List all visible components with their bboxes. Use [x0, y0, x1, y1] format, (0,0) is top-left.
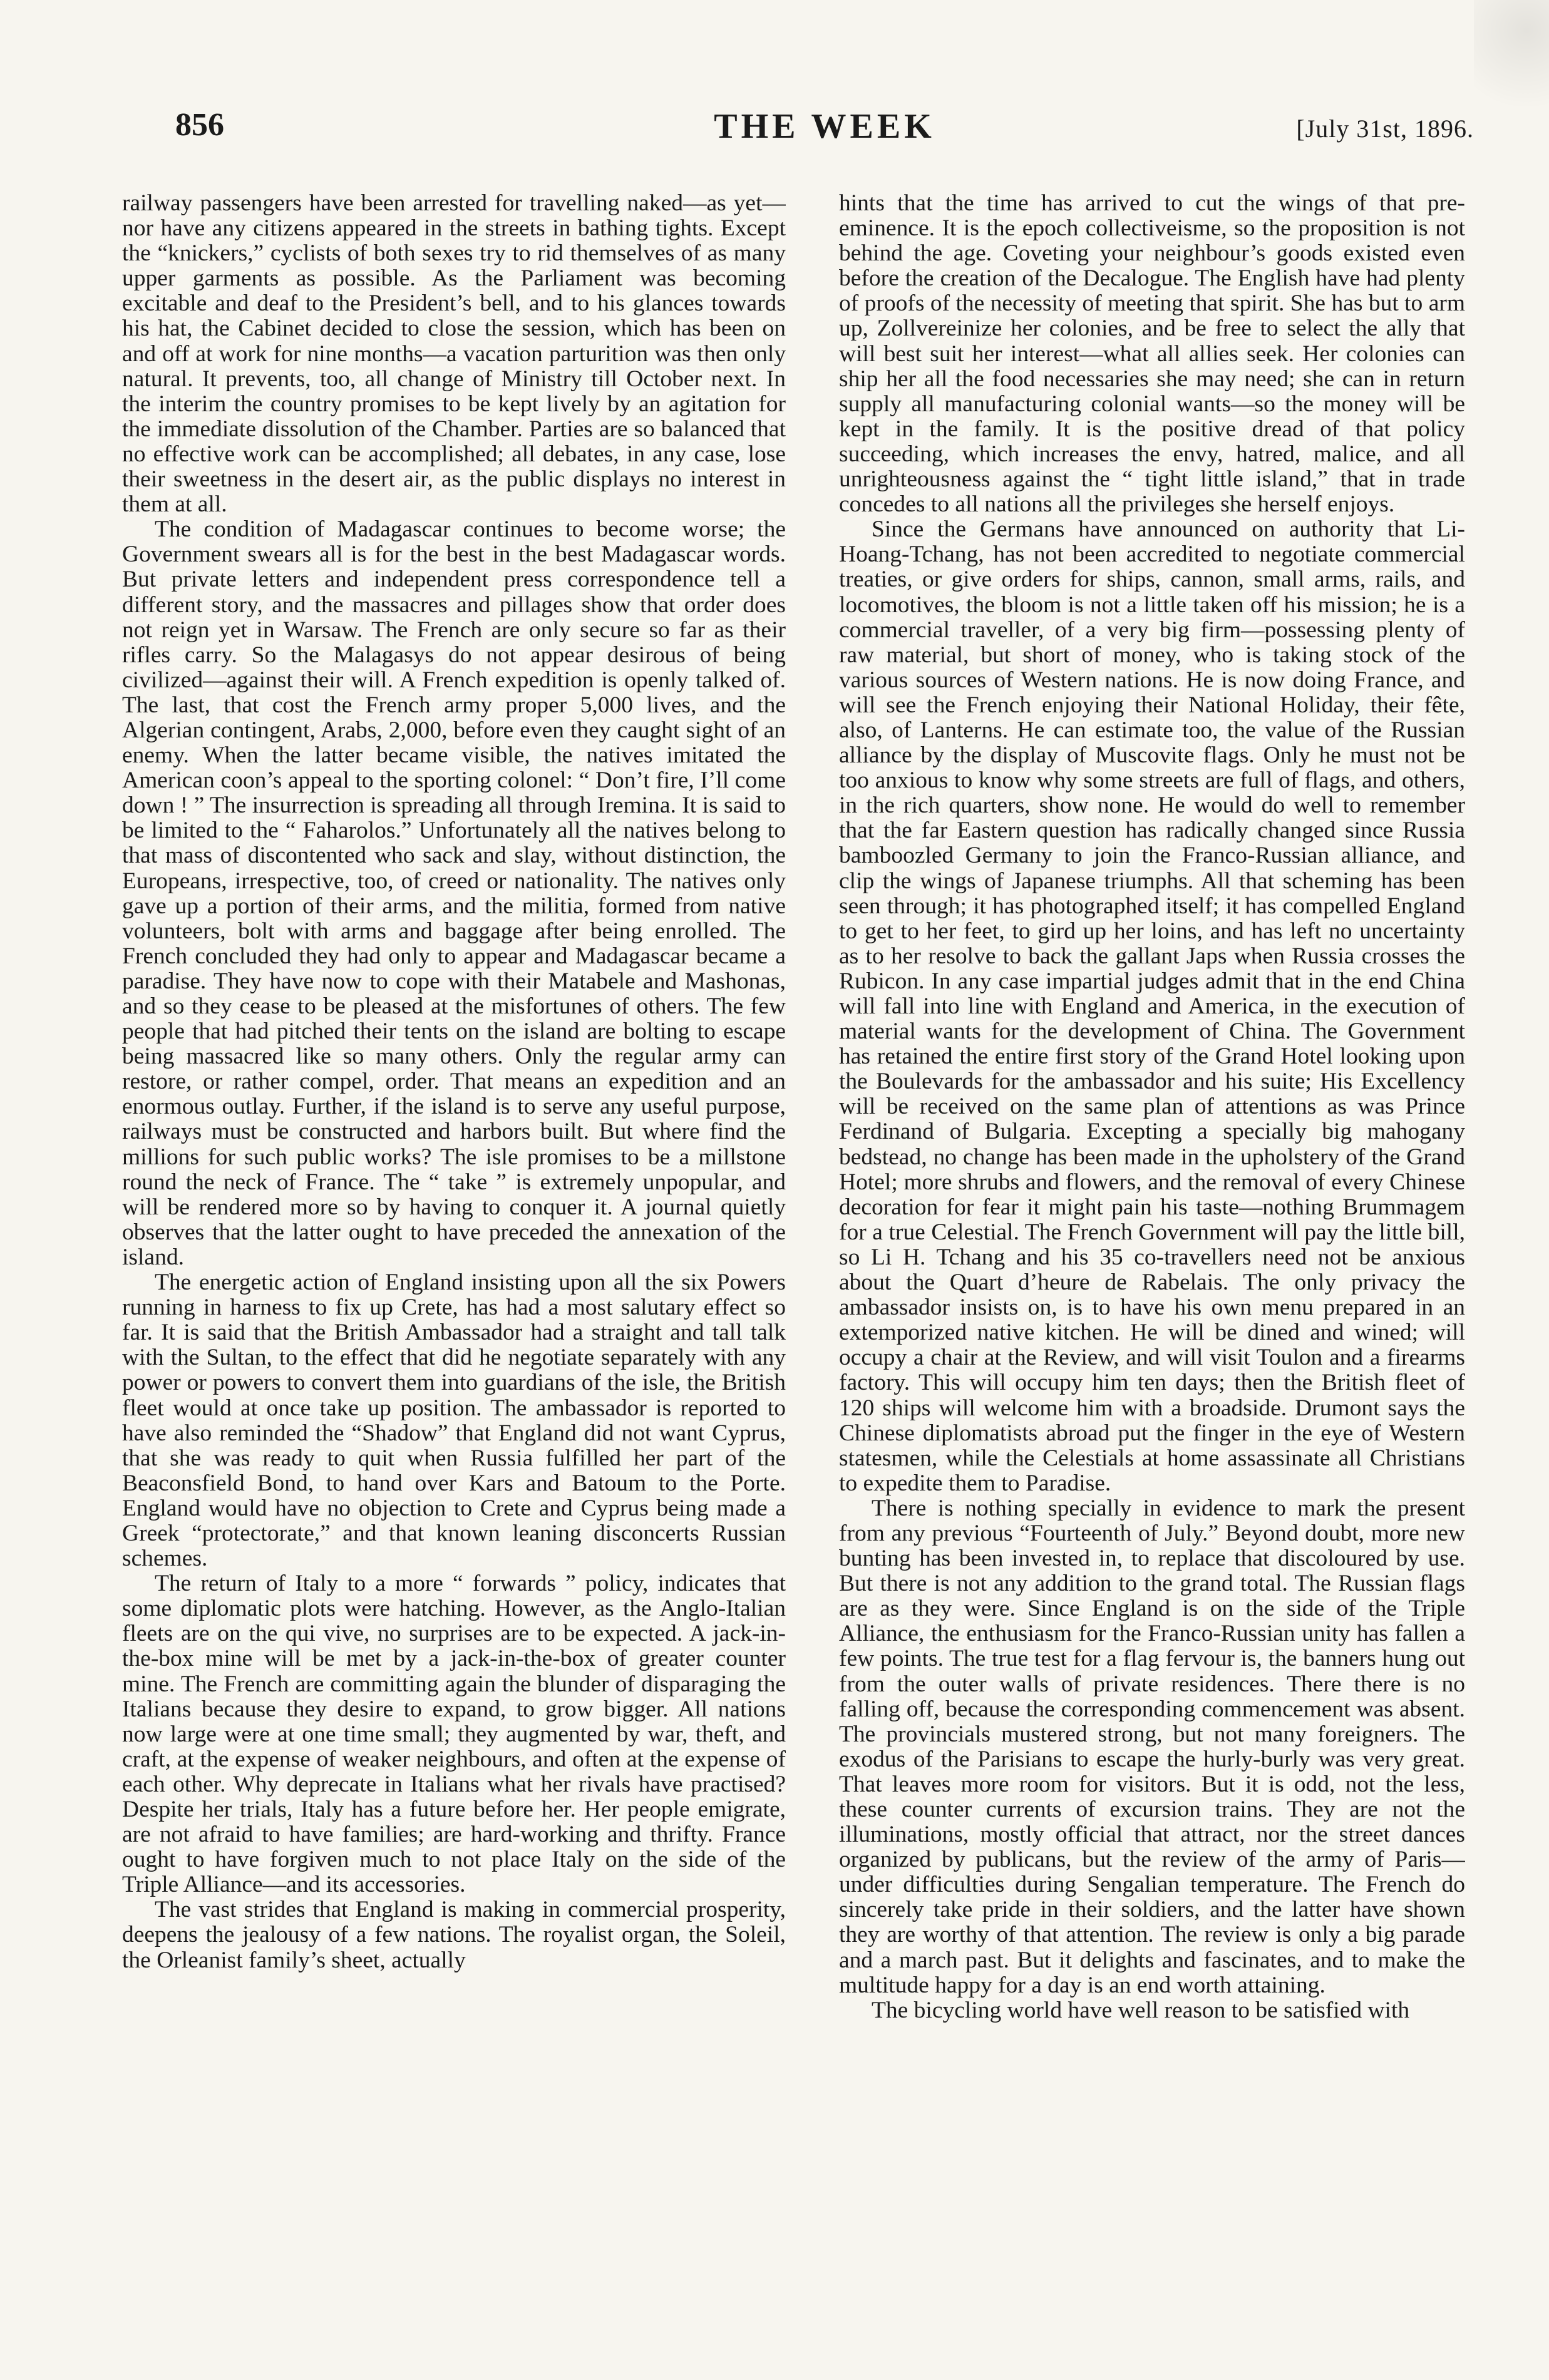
paragraph: The bicycling world have well reason to be satisfied with: [872, 1997, 1410, 2023]
paragraph: Since the Germans have announced on authority that Li-Hoang-Tchang, has not been accredited to negotiate commercial treaties, or give orders for ships, cannon, small arms, rails, and locomotives, the bloom is not a little taken off his mission; he is a commercial traveller, of a very big firm—possessing plenty of raw material, but short of money, who is taking stock of the various sources of Western nations. He is now doing France, and will see the French enjoying their National Holiday, their fête, also, of Lanterns. He can estimate too, the value of the Russian alliance by the display of Muscovite flags. Only he must not be too anxious to know why some streets are full of flags, and others, in the rich quarters, show none. He would do well to remember that the far Eastern question has radically changed since Russia bamboozled Germany to join the Franco-Russian alliance, and clip the wings of Japanese triumphs. All that scheming has been seen through; it has photographed itself; it has compelled England to get to her feet, to gird up her loins, and has left no uncertainty as to her resolve to back the gallant Japs when Russia crosses the Rubicon. In any case impartial judges admit that in the end China will fall into line with England and America, in the execution of material wants for the development of China. The Government has retained the entire first story of the Grand Hotel looking upon the Boulevards for the ambassador and his suite; His Excellency will be received on the same plan of attentions as was Prince Ferdinand of Bulgaria. Excepting a specially big mahogany bedstead, no change has been made in the upholstery of the Grand Hotel; more shrubs and flowers, and the removal of every Chinese decoration for fear it might pain his taste—nothing Brummagem for a true Celestial. The French Government will pay the little bill, so Li H. Tchang and his 35 co-travellers need not be anxious about the Quart d’heure de Rabelais. The only privacy the ambassador insists on, is to have his own menu prepared in an extemporized native kitchen. He will be dined and wined; will occupy a chair at the Review, and will visit Toulon and a firearms factory. This will occupy him ten days; then the British fleet of 120 ships will welcome him with a broadside. Drumont says the Chinese diplomatists abroad put the finger in the eye of Western statesmen, while the Celestials at home assassinate all Christians to expedite them to Paradise.: [839, 516, 1465, 1496]
paragraph: The vast strides that England is making in commercial prosperity, deepens the jealousy of a few nations. The royalist organ, the Soleil, the Orleanist family’s sheet, actually: [122, 1897, 786, 1973]
issue-date: [July 31st, 1896.: [1296, 115, 1474, 143]
paragraph: railway passengers have been arrested for travelling naked—as yet—nor have any citizens appeared in the streets in bathing tights. Except the “knickers,” cyclists of both sexes try to rid themselves of as many upper garments as possible. As the Parliament was becoming excitable and deaf to the President’s bell, and to his glances towards his hat, the Cabinet decided to close the session, which has been on and off at work for nine months—a vacation parturition was then only natural. It prevents, too, all change of Ministry till October next. In the interim the country promises to be kept lively by an agitation for the immediate dissolution of the Chamber. Parties are so balanced that no effective work can be accomplished; all debates, in any case, lose their sweetness in the desert air, as the public displays no interest in them at all.: [122, 191, 786, 518]
journal-title: THE WEEK: [714, 107, 935, 146]
left-column: [122, 191, 786, 2294]
paragraph: The return of Italy to a more “ forwards ” policy, indicates that some diplomatic plots were hatching. However, as the Anglo-Italian fleets are on the qui vive, no surprises are to be expected. A jack-in-the-box mine will be met by a jack-in-the-box of greater counter mine. The French are committing again the blunder of disparaging the Italians because they desire to expand, to grow bigger. All nations now large were at one time small; they augmented by war, theft, and craft, at the expense of weaker neighbours, and often at the expense of each other. Why deprecate in Italians what her rivals have practised? Despite her trials, Italy has a future before her. Her people emigrate, are not afraid to have families; are hard-working and thrifty. France ought to have forgiven much to not place Italy on the side of the Triple Alliance—and its accessories.: [122, 1571, 786, 1898]
paragraph: The energetic action of England insisting upon all the six Powers running in harness to fix up Crete, has had a most salutary effect so far. It is said that the British Ambassador had a straight and tall talk with the Sultan, to the effect that did he negotiate separately with any power or powers to convert them into guardians of the isle, the British fleet would at once take up position. The ambassador is reported to have also reminded the “Shadow” that England did not want Cyprus, that she was ready to quit when Russia fulfilled her part of the Beaconsfield Bond, to hand over Kars and Batoum to the Porte. England would have no objection to Crete and Cyprus being made a Greek “protectorate,” and that known leaning disconcerts Russian schemes.: [122, 1270, 786, 1572]
scan-artifact: [1474, 0, 1549, 150]
paragraph: hints that the time has arrived to cut the wings of that pre-eminence. It is the epoch collectiveisme, so the proposition is not behind the age. Coveting your neighbour’s goods existed even before the creation of the Decalogue. The English have had plenty of proofs of the necessity of meeting that spirit. She has but to arm up, Zollvereinize her colonies, and be free to select the ally that will best suit her interest—what all allies seek. Her colonies can ship her all the food necessaries she may need; she can in return supply all manufacturing colonial wants—so the money will be kept in the family. It is the positive dread of that policy succeeding, which increases the envy, hatred, malice, and all unrighteousness against the “ tight little island,” that in trade concedes to all nations all the privileges she herself enjoys.: [839, 191, 1465, 518]
page-header: [175, 106, 1474, 163]
page-number: 856: [175, 107, 224, 143]
paragraph: The condition of Madagascar continues to become worse; the Government swears all is for the best in the best Madagascar words. But private letters and independent press correspondence tell a different story, and the massacres and pillages show that order does not reign yet in Warsaw. The French are only secure so far as their rifles carry. So the Malagasys do not appear desirous of being civilized—against their will. A French expedition is openly talked of. The last, that cost the French army proper 5,000 lives, and the Algerian contingent, Arabs, 2,000, before even they caught sight of an enemy. When the latter became visible, the natives imitated the American coon’s appeal to the sporting colonel: “ Don’t fire, I’ll come down ! ” The insurrection is spreading all through Iremina. It is said to be limited to the “ Faharolos.” Unfortunately all the natives belong to that mass of discontented who sack and slay, without distinction, the Europeans, irrespective, too, of creed or nationality. The natives only gave up a portion of their arms, and the militia, formed from native volunteers, bolt with arms and baggage after being enrolled. The French concluded they had only to appear and Madagascar became a paradise. They have now to cope with their Matabele and Mashonas, and so they cease to be pleased at the misfortunes of others. The few people that had pitched their tents on the island are bolting to escape being massacred like so many others. Only the regular army can restore, or rather compel, order. That means an expedition and an enormous outlay. Further, if the island is to serve any useful purpose, railways must be constructed and harbors built. But where find the millions for such public works? The isle promises to be a millstone round the neck of France. The “ take ” is extremely unpopular, and will be rendered more so by having to conquer it. A journal quietly observes that the latter ought to have preceded the annexation of the island.: [122, 516, 786, 1270]
paragraph: There is nothing specially in evidence to mark the present from any previous “Fourteenth of July.” Beyond doubt, more new bunting has been invested in, to replace that discoloured by use. But there is not any addition to the grand total. The Russian flags are as they were. Since England is on the side of the Triple Alliance, the enthusiasm for the Franco-Russian unity has fallen a few points. The true test for a flag fervour is, the banners hung out from the outer walls of private residences. There there is no falling off, because the corresponding commencement was absent. The provincials mustered strong, but not many foreigners. The exodus of the Parisians to escape the hurly-burly was very great. That leaves more room for visitors. But it is odd, not the less, these counter currents of excursion trains. They are not the illuminations, mostly official that attract, nor the street dances organized by publicans, but the review of the army of Paris—under difficulties during Sengalian temperature. The French do sincerely take pride in their soldiers, and the latter have shown they are worthy of that attention. The review is only a big parade and a march past. But it delights and fascinates, and to make the multitude happy for a day is an end worth attaining.: [839, 1495, 1465, 1998]
right-column: [839, 191, 1465, 2294]
